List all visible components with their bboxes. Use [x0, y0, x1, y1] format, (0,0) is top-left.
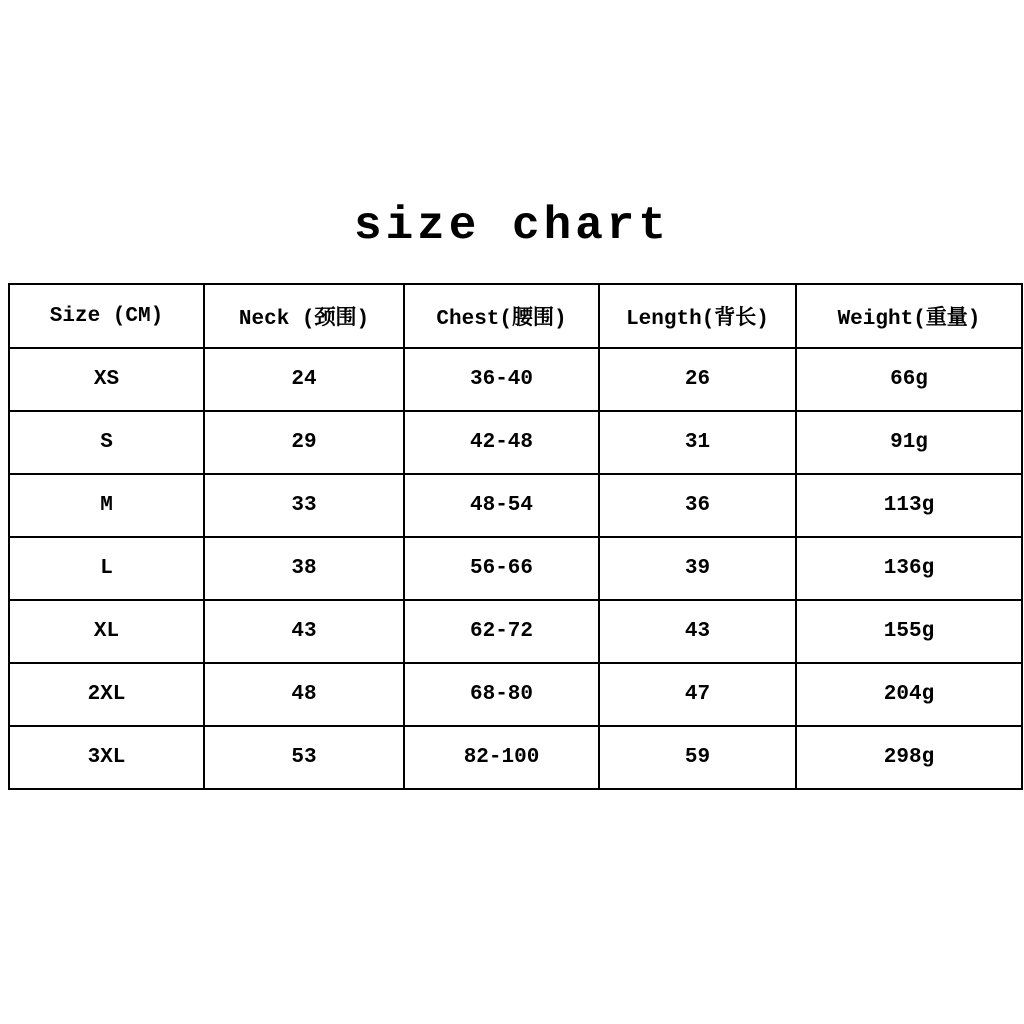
cell-size: 2XL	[9, 663, 204, 726]
cell-length: 31	[599, 411, 796, 474]
cell-neck: 43	[204, 600, 404, 663]
cell-length: 26	[599, 348, 796, 411]
table-row-l	[9, 537, 1022, 600]
cell-weight: 91g	[796, 411, 1022, 474]
table-row-m	[9, 474, 1022, 537]
cell-weight: 204g	[796, 663, 1022, 726]
cell-length: 39	[599, 537, 796, 600]
cell-length: 43	[599, 600, 796, 663]
cell-neck: 53	[204, 726, 404, 789]
cell-weight: 113g	[796, 474, 1022, 537]
header-chest: Chest(腰围)	[404, 284, 599, 348]
cell-size: XS	[9, 348, 204, 411]
cell-neck: 24	[204, 348, 404, 411]
cell-neck: 33	[204, 474, 404, 537]
cell-chest: 68-80	[404, 663, 599, 726]
cell-chest: 62-72	[404, 600, 599, 663]
table-row-2xl	[9, 663, 1022, 726]
table-row-s	[9, 411, 1022, 474]
cell-size: 3XL	[9, 726, 204, 789]
cell-size: M	[9, 474, 204, 537]
cell-weight: 66g	[796, 348, 1022, 411]
page-title: size chart	[353, 200, 671, 252]
table-row-3xl	[9, 726, 1022, 789]
table-row-xl	[9, 600, 1022, 663]
cell-weight: 298g	[796, 726, 1022, 789]
header-size: Size (CM)	[9, 284, 204, 348]
cell-length: 59	[599, 726, 796, 789]
cell-neck: 48	[204, 663, 404, 726]
cell-chest: 56-66	[404, 537, 599, 600]
cell-weight: 136g	[796, 537, 1022, 600]
cell-length: 36	[599, 474, 796, 537]
header-neck: Neck (颈围)	[204, 284, 404, 348]
table-header-row	[9, 284, 1022, 348]
header-weight: Weight(重量)	[796, 284, 1022, 348]
table-row-xs	[9, 348, 1022, 411]
cell-neck: 38	[204, 537, 404, 600]
header-length: Length(背长)	[599, 284, 796, 348]
cell-chest: 42-48	[404, 411, 599, 474]
cell-weight: 155g	[796, 600, 1022, 663]
cell-size: S	[9, 411, 204, 474]
size-chart-table	[8, 283, 1023, 790]
cell-length: 47	[599, 663, 796, 726]
cell-neck: 29	[204, 411, 404, 474]
cell-chest: 82-100	[404, 726, 599, 789]
cell-size: L	[9, 537, 204, 600]
cell-size: XL	[9, 600, 204, 663]
cell-chest: 36-40	[404, 348, 599, 411]
cell-chest: 48-54	[404, 474, 599, 537]
